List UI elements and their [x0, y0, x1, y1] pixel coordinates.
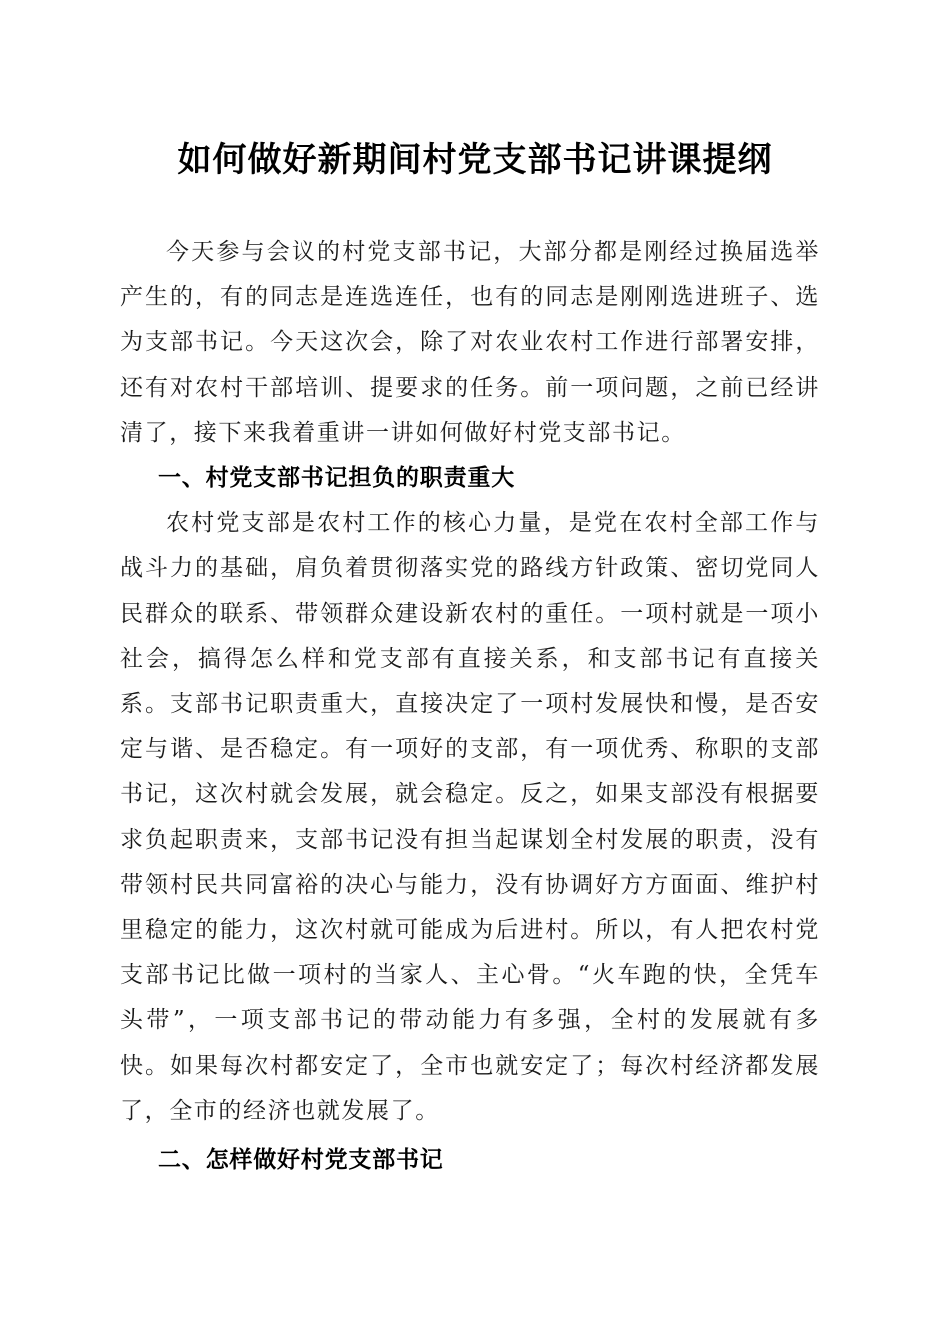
section-heading-1: 一、村党支部书记担负的职责重大: [158, 465, 515, 492]
document-title: 如何做好新期间村党支部书记讲课提纲: [177, 140, 773, 180]
document-body: [120, 230, 820, 1183]
section-1-paragraph: 农村党支部是农村工作的核心力量，是党在农村全部工作与战斗力的基础，肩负着贯彻落实党的路线方针政策、密切党同人民群众的联系、带领群众建设新农村的重任。一项村就是一项小社会，搞得怎么样和党支部有直接关系，和支部书记有直接关系。支部书记职责重大，直接决定了一项村发展快和慢，是否安定与谐、是否稳定。有一项好的支部，有一项优秀、称职的支部书记，这次村就会发展，就会稳定。反之，如果支部没有根据要求负起职责来，支部书记没有担当起谋划全村发展的职责，没有带领村民共同富裕的决心与能力，没有协调好方方面面、维护村里稳定的能力，这次村就可能成为后进村。所以，有人把农村党支部书记比做一项村的当家人、主心骨。“火车跑的快，全凭车头带”，一项支部书记的带动能力有多强，全村的发展就有多快。如果每次村都安定了，全市也就安定了；每次村经济都发展了，全市的经济也就发展了。: [120, 510, 820, 1124]
intro-paragraph: 今天参与会议的村党支部书记，大部分都是刚经过换届选举产生的，有的同志是连选连任，也有的同志是刚刚选进班子、选为支部书记。今天这次会，除了对农业农村工作进行部署安排，还有对农村干部培训、提要求的任务。前一项问题，之前已经讲清了，接下来我着重讲一讲如何做好村党支部书记。: [120, 239, 820, 446]
section-heading-2: 二、怎样做好村党支部书记: [158, 1147, 444, 1174]
